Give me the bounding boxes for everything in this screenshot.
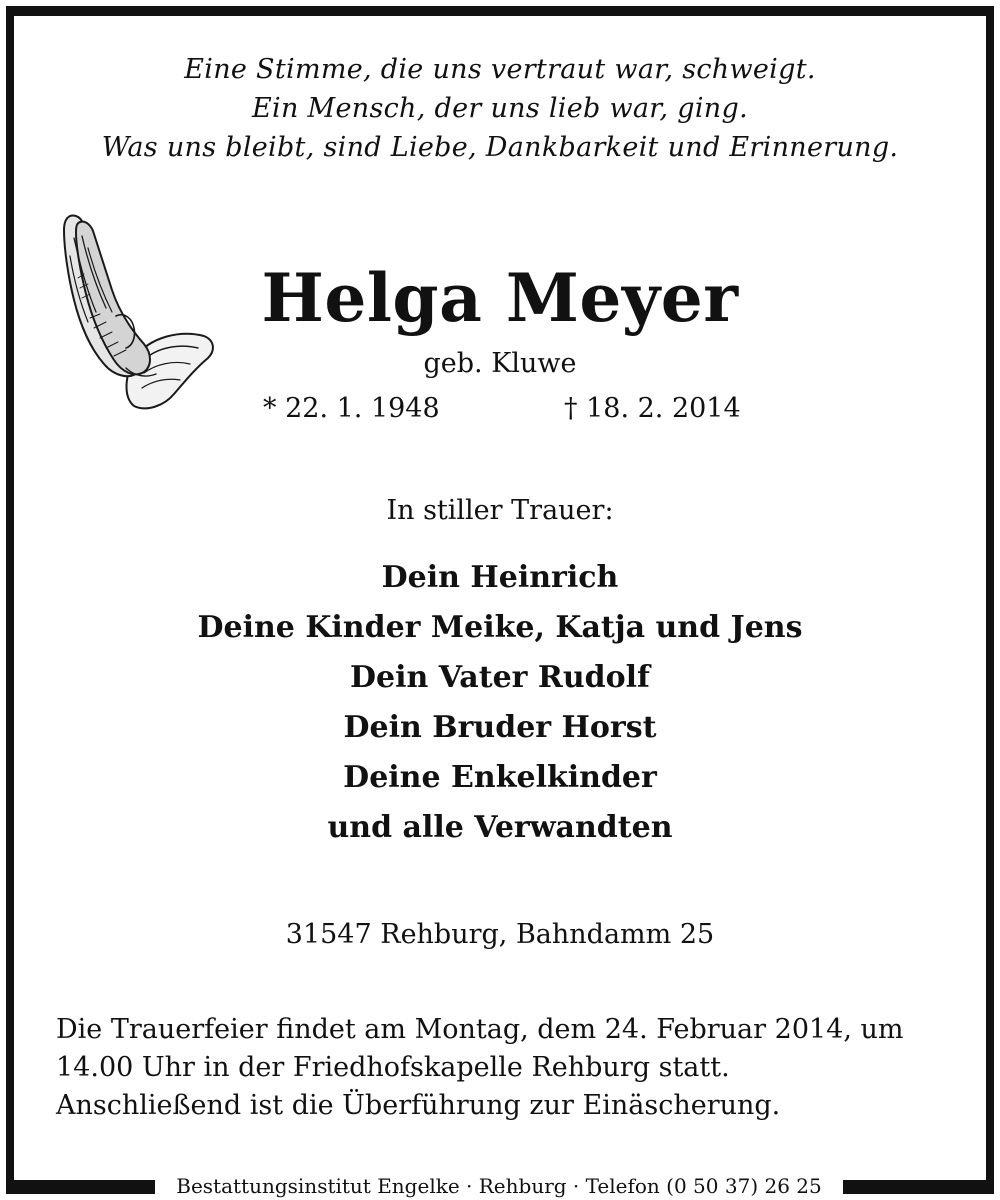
death-date: † 18. 2. 2014 xyxy=(564,393,741,424)
birth-name: geb. Kluwe xyxy=(423,348,577,379)
funeral-notice-line: Die Trauerfeier findet am Montag, dem 24. Februar 2014, um xyxy=(56,1014,904,1045)
mourners-list xyxy=(0,553,1000,853)
funeral-home-footer: Bestattungsinstitut Engelke · Rehburg · Telefon (0 50 37) 26 25 xyxy=(155,1173,843,1200)
funeral-notice xyxy=(56,1011,956,1125)
mourner-line: Dein Heinrich xyxy=(381,560,619,595)
mourning-intro: In stiller Trauer: xyxy=(386,495,614,526)
memorial-verse xyxy=(0,50,1000,167)
funeral-notice-line: Anschließend ist die Überführung zur Einäscherung. xyxy=(56,1090,781,1121)
mourner-line: Dein Bruder Horst xyxy=(343,710,657,745)
mourner-line: Deine Enkelkinder xyxy=(343,760,657,795)
verse-line: Ein Mensch, der uns lieb war, ging. xyxy=(252,93,748,124)
deceased-name: Helga Meyer xyxy=(261,259,739,337)
mourner-line: Deine Kinder Meike, Katja und Jens xyxy=(197,610,803,645)
mourner-line: Dein Vater Rudolf xyxy=(350,660,650,695)
verse-line: Eine Stimme, die uns vertraut war, schweigt. xyxy=(184,54,816,85)
funeral-notice-line: 14.00 Uhr in der Friedhofskapelle Rehburg statt. xyxy=(56,1052,730,1083)
family-address: 31547 Rehburg, Bahndamm 25 xyxy=(285,919,715,950)
verse-line: Was uns bleibt, sind Liebe, Dankbarkeit und Erinnerung. xyxy=(101,132,899,163)
birth-date: * 22. 1. 1948 xyxy=(263,393,440,424)
mourner-line: und alle Verwandten xyxy=(327,810,673,845)
